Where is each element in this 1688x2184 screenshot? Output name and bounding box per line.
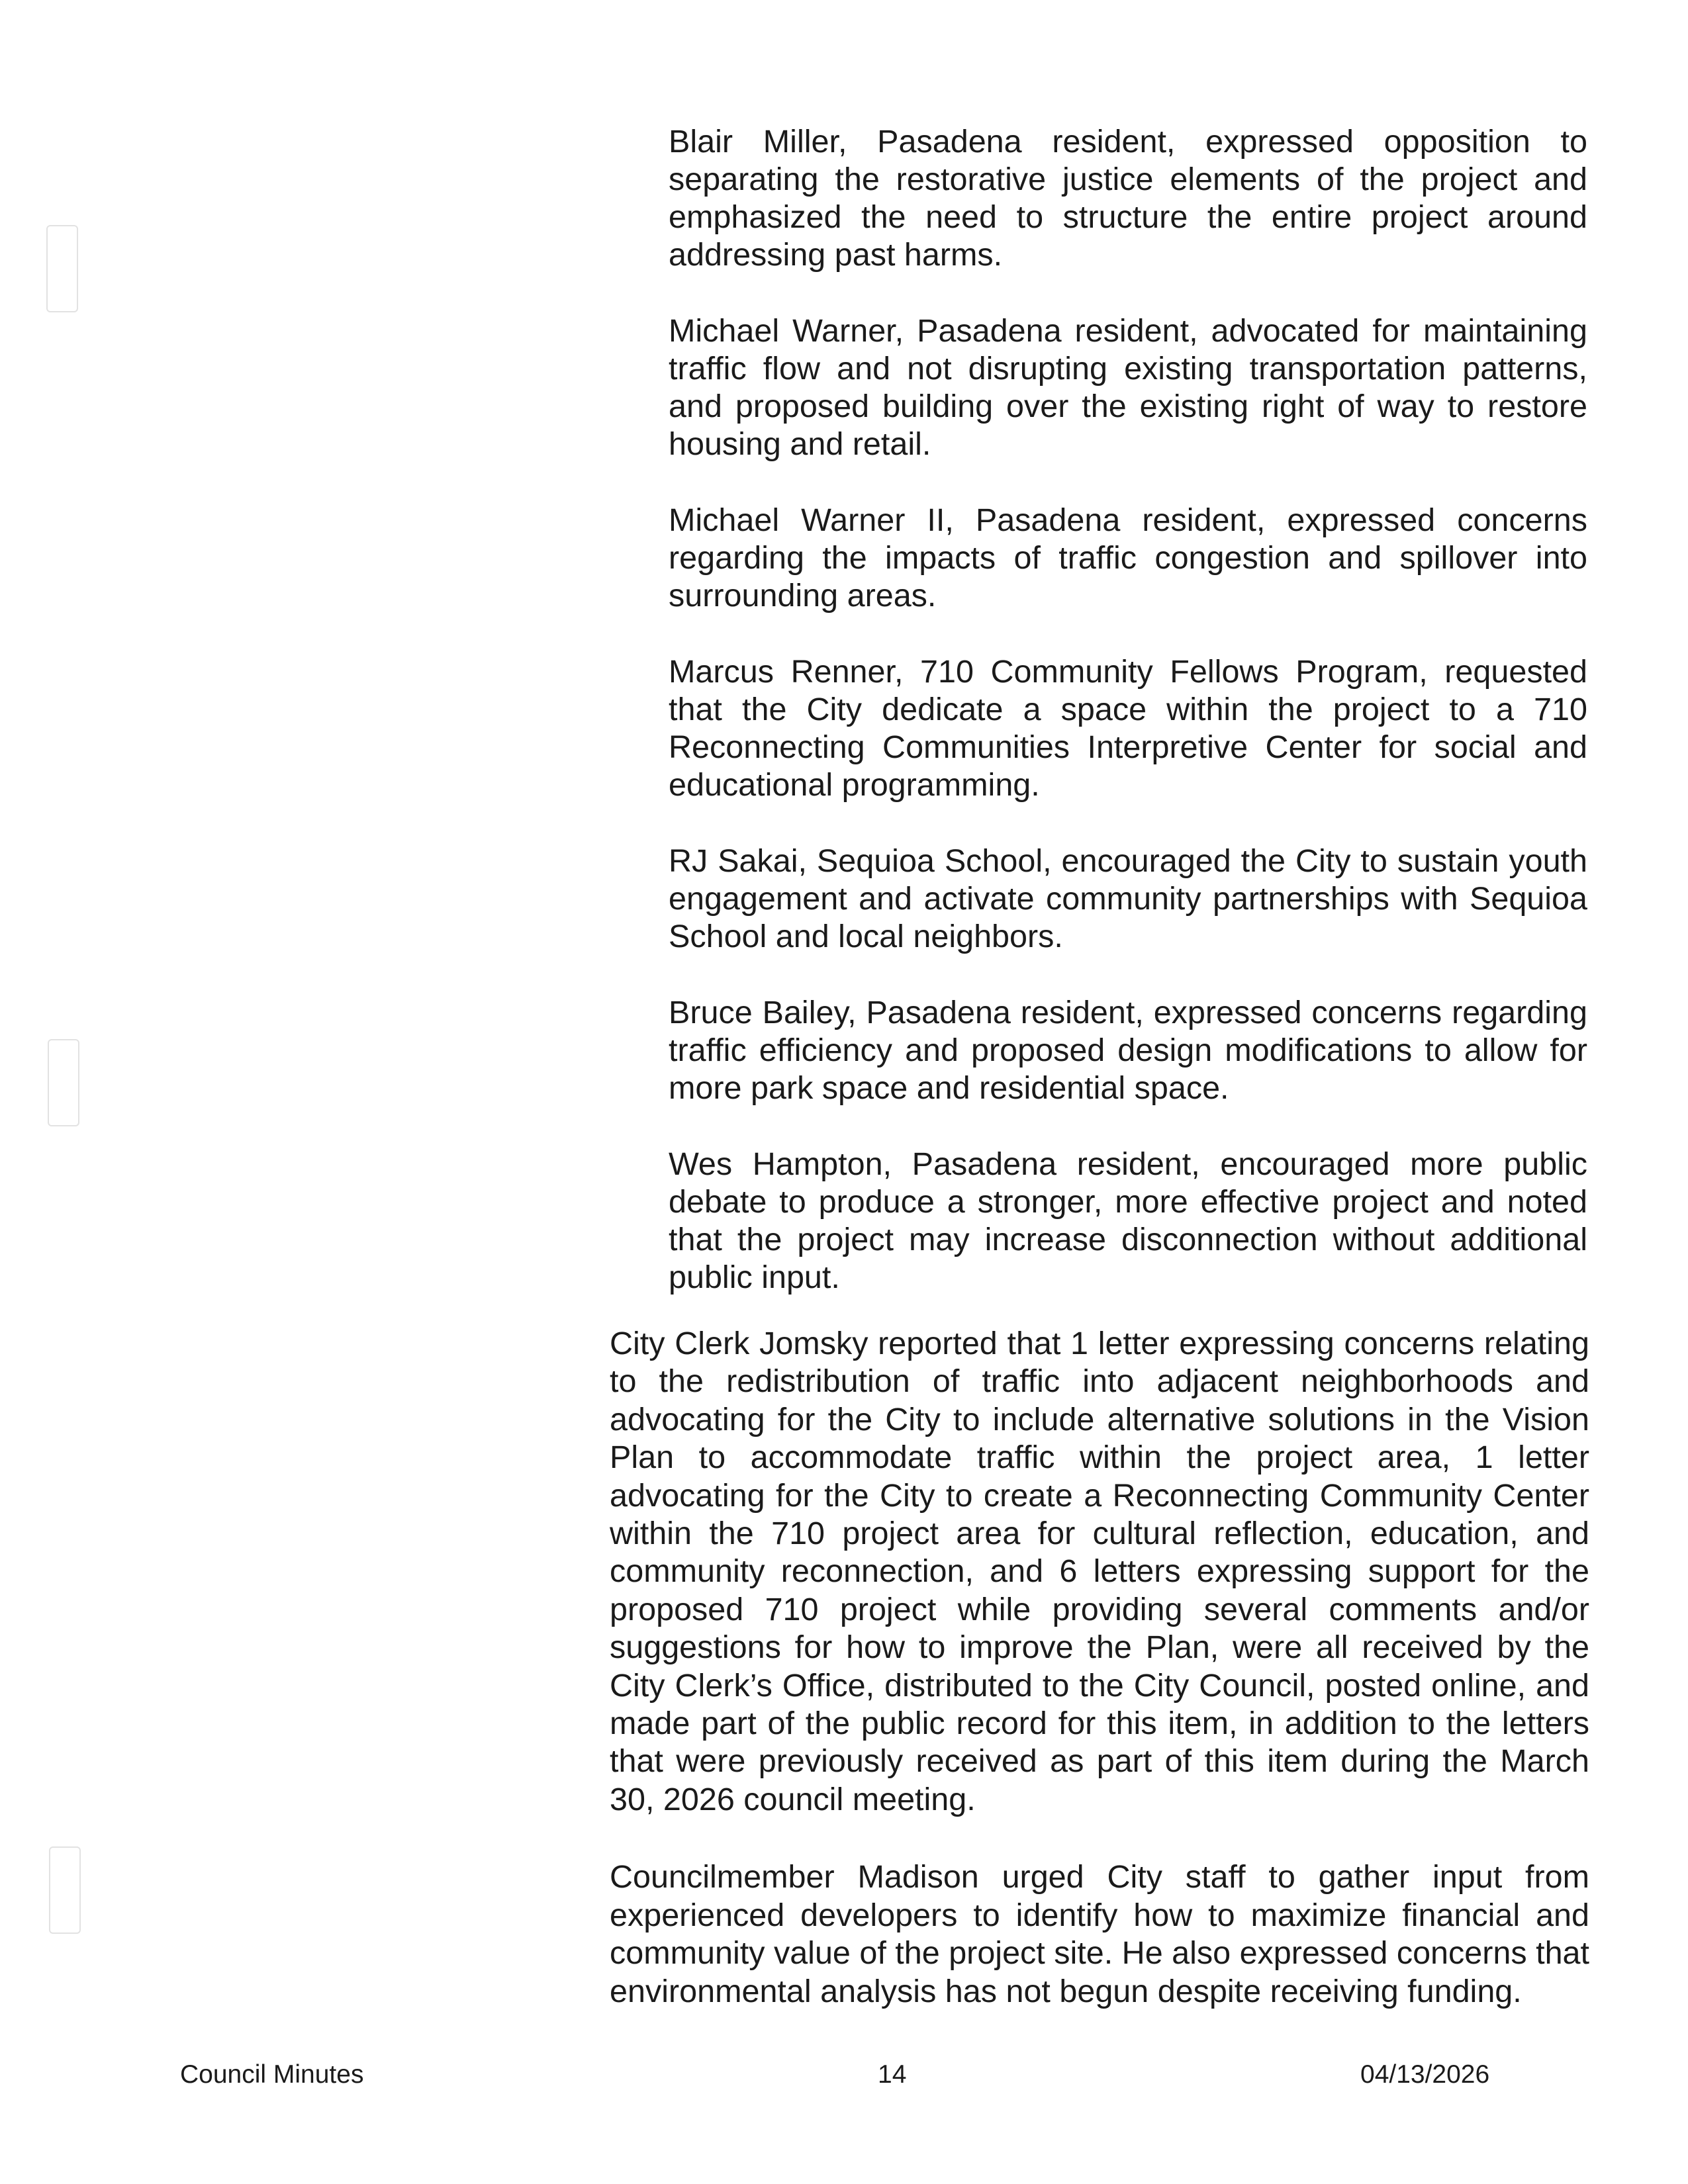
- footer-page-number: 14: [878, 2060, 907, 2089]
- punch-hole-mark: [48, 1039, 79, 1126]
- councilmember-comment-paragraph: Councilmember Madison urged City staff to gather input from experienced developers to identify how to maximize financial and community value of the project site. He also expressed concerns that environmental analysis has not begun despite receiving funding.: [610, 1859, 1589, 2009]
- punch-hole-mark: [46, 225, 78, 312]
- public-comment-entry: Michael Warner, Pasadena resident, advocated for maintaining traffic flow and not disrupting existing transportation patterns, and proposed building over the existing right of way to restore housing and retail.: [669, 313, 1587, 462]
- public-comment-entry: Bruce Bailey, Pasadena resident, expressed concerns regarding traffic efficiency and proposed design modifications to allow for more park space and residential space.: [669, 995, 1587, 1106]
- footer-document-name: Council Minutes: [180, 2060, 364, 2089]
- public-comment-entry: Marcus Renner, 710 Community Fellows Program, requested that the City dedicate a space within the project to a 710 Reconnecting Communities Interpretive Center for social and educational programming.: [669, 654, 1587, 803]
- public-comment-entry: Michael Warner II, Pasadena resident, expressed concerns regarding the impacts of traffic congestion and spillover into surrounding areas.: [669, 502, 1587, 614]
- punch-hole-mark: [49, 1846, 81, 1934]
- minutes-body: [610, 1325, 1589, 2050]
- footer-date: 04/13/2026: [1360, 2060, 1490, 2089]
- city-clerk-report-paragraph: City Clerk Jomsky reported that 1 letter expressing concerns relating to the redistribution of traffic into adjacent neighborhoods and advocating for the City to include alternative solutions in the Vision Plan to accommodate traffic within the project area, 1 letter advocating for the City to create a Reconnecting Community Center within the 710 project area for cultural reflection, education, and community reconnection, and 6 letters expressing support for the proposed 710 project while providing several comments and/or suggestions for how to improve the Plan, were all received by the City Clerk’s Office, distributed to the City Council, posted online, and made part of the public record for this item, in addition to the letters that were previously received as part of this item during the March 30, 2026 council meeting.: [610, 1326, 1589, 1817]
- public-comment-entry: Wes Hampton, Pasadena resident, encouraged more public debate to produce a stronger, more effective project and noted that the project may increase disconnection without additional public input.: [669, 1146, 1587, 1295]
- public-comment-list: [669, 123, 1587, 1335]
- public-comment-entry: Blair Miller, Pasadena resident, expressed opposition to separating the restorative justice elements of the project and emphasized the need to structure the entire project around addressing past harms.: [669, 124, 1587, 273]
- page-footer: [0, 2060, 1688, 2093]
- public-comment-entry: RJ Sakai, Sequioa School, encouraged the City to sustain youth engagement and activate community partnerships with Sequioa School and local neighbors.: [669, 843, 1587, 954]
